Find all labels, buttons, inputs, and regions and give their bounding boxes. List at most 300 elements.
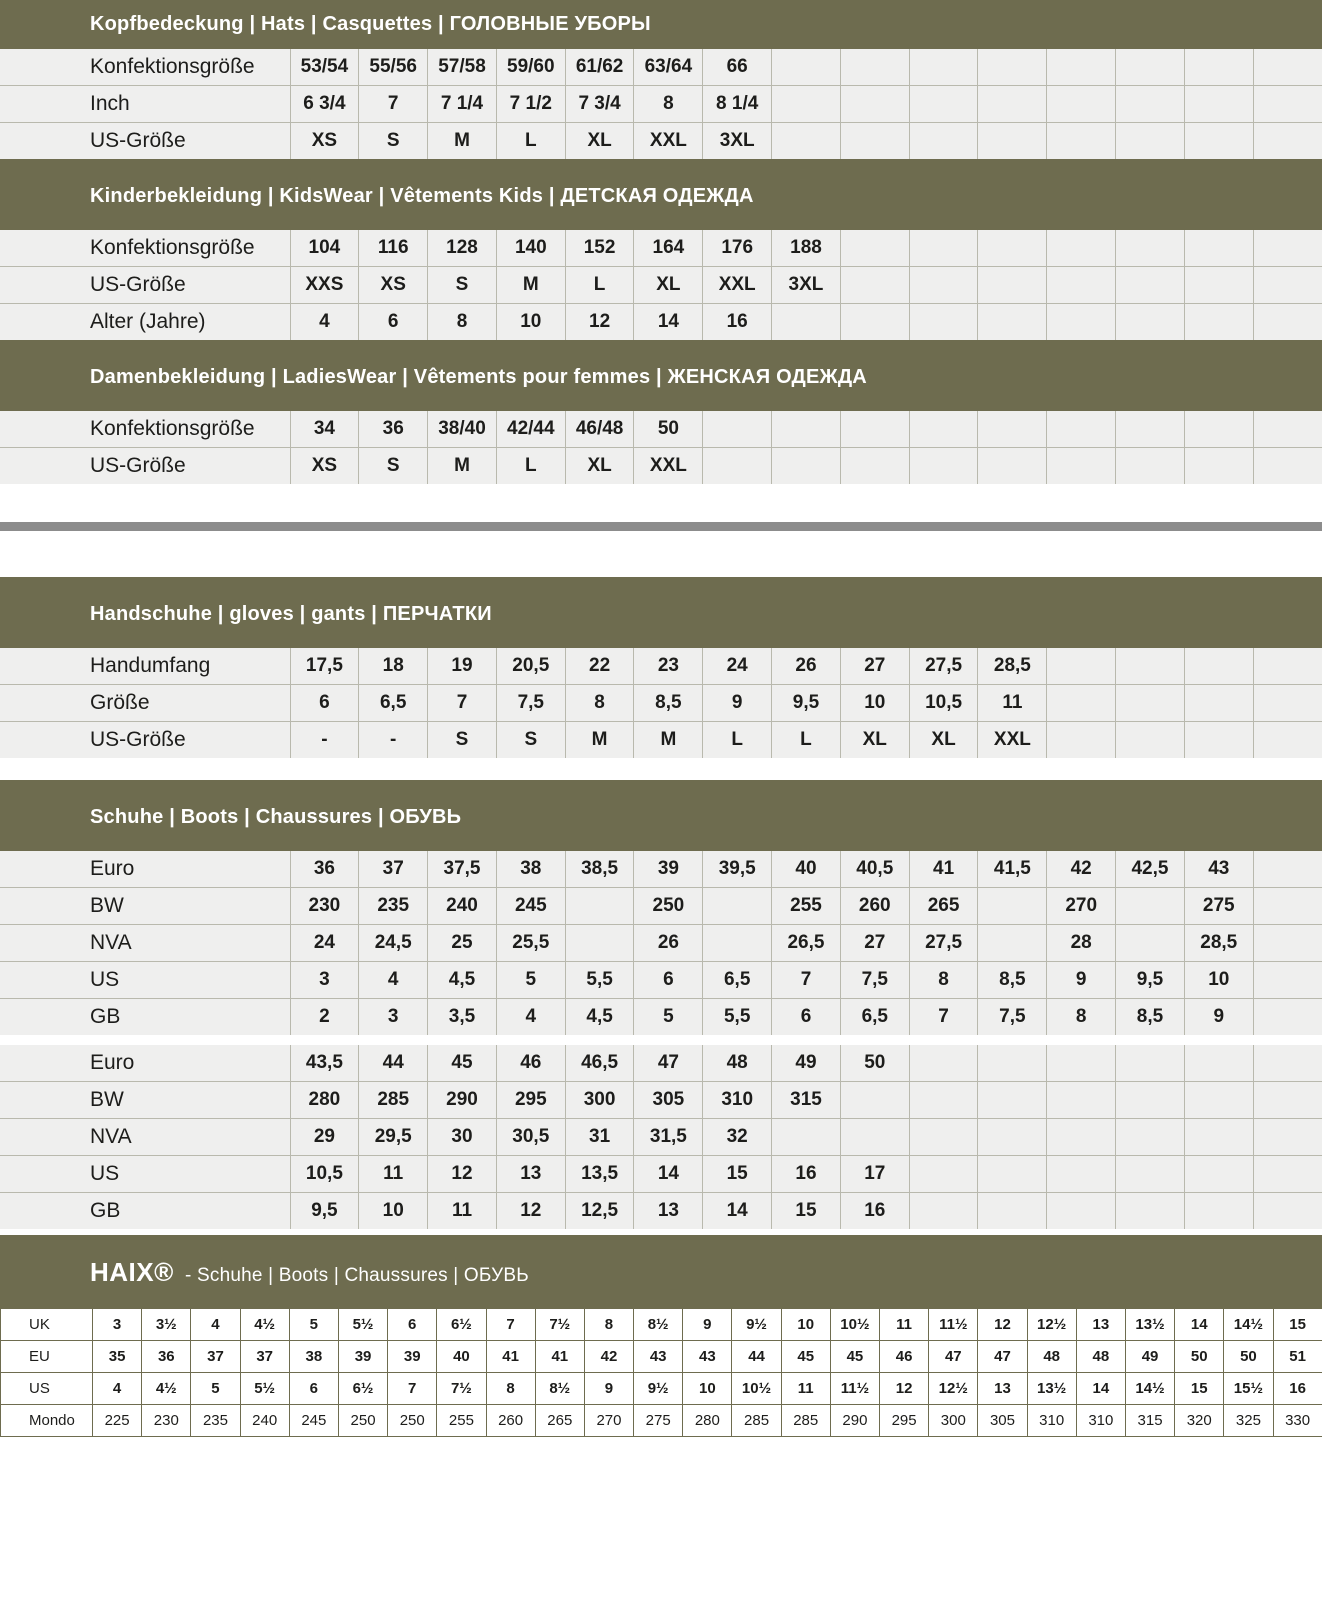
cell-value: 128: [428, 230, 497, 267]
cell-value: 10: [359, 1193, 428, 1230]
cell-value: 28,5: [1184, 925, 1253, 962]
cell-value: 22: [565, 648, 634, 685]
cell-value: 6: [634, 962, 703, 999]
cell-empty: [909, 411, 978, 448]
cell-value: 16: [1273, 1373, 1322, 1405]
section-title-kids: Kinderbekleidung | KidsWear | Vêtements Kids | ДЕТСКАЯ ОДЕЖДА: [90, 185, 754, 207]
cell-value: 265: [909, 888, 978, 925]
cell-value: 9: [584, 1373, 633, 1405]
cell-value: XL: [565, 123, 634, 160]
cell-value: 13: [1076, 1309, 1125, 1341]
cell-empty: [1116, 1045, 1185, 1082]
cell-value: 7 3/4: [565, 86, 634, 123]
cell-value: 6,5: [840, 999, 909, 1036]
row-label: UK: [1, 1309, 93, 1341]
cell-value: 11: [781, 1373, 830, 1405]
table-row: [0, 86, 1322, 123]
cell-empty: [1047, 1045, 1116, 1082]
cell-value: 5: [634, 999, 703, 1036]
cell-empty: [1116, 925, 1185, 962]
cell-value: 20,5: [496, 648, 565, 685]
cell-value: 12: [880, 1373, 929, 1405]
cell-value: 7 1/2: [496, 86, 565, 123]
cell-value: 41: [909, 851, 978, 888]
cell-empty: [840, 267, 909, 304]
cell-value: 6: [388, 1309, 437, 1341]
cell-value: 40: [437, 1341, 486, 1373]
cell-value: M: [496, 267, 565, 304]
cell-empty: [1253, 999, 1322, 1036]
cell-value: 46: [496, 1045, 565, 1082]
cell-empty: [978, 267, 1047, 304]
cell-value: 28,5: [978, 648, 1047, 685]
cell-value: 53/54: [290, 49, 359, 86]
cell-value: 43: [1184, 851, 1253, 888]
spacer: [0, 758, 1322, 780]
cell-empty: [1047, 230, 1116, 267]
cell-empty: [1184, 230, 1253, 267]
cell-value: 9: [703, 685, 772, 722]
cell-value: 25,5: [496, 925, 565, 962]
cell-empty: [840, 230, 909, 267]
cell-value: 14: [634, 304, 703, 341]
cell-value: 7,5: [496, 685, 565, 722]
cell-value: 55/56: [359, 49, 428, 86]
cell-empty: [1116, 304, 1185, 341]
cell-value: 13: [978, 1373, 1027, 1405]
cell-empty: [1184, 411, 1253, 448]
cell-value: 42/44: [496, 411, 565, 448]
cell-value: XS: [359, 267, 428, 304]
cell-value: 25: [428, 925, 497, 962]
cell-value: 16: [840, 1193, 909, 1230]
cell-empty: [909, 448, 978, 485]
cell-value: 37: [359, 851, 428, 888]
cell-value: 9½: [732, 1309, 781, 1341]
table-row: [0, 1082, 1322, 1119]
cell-empty: [1253, 925, 1322, 962]
cell-value: 3: [290, 962, 359, 999]
cell-empty: [772, 86, 841, 123]
cell-value: 27: [840, 925, 909, 962]
cell-value: 5½: [338, 1309, 387, 1341]
cell-value: 38: [289, 1341, 338, 1373]
cell-value: 6: [359, 304, 428, 341]
cell-value: 265: [535, 1405, 584, 1437]
cell-value: 8½: [634, 1309, 683, 1341]
cell-value: 6: [290, 685, 359, 722]
cell-value: 61/62: [565, 49, 634, 86]
cell-empty: [840, 1082, 909, 1119]
cell-value: 225: [93, 1405, 142, 1437]
cell-value: 5: [191, 1373, 240, 1405]
cell-value: 5: [496, 962, 565, 999]
cell-value: 48: [703, 1045, 772, 1082]
cell-value: 9,5: [290, 1193, 359, 1230]
cell-value: 8: [584, 1309, 633, 1341]
cell-empty: [840, 1119, 909, 1156]
cell-empty: [1116, 230, 1185, 267]
cell-empty: [1253, 304, 1322, 341]
cell-empty: [1116, 722, 1185, 759]
cell-value: 38/40: [428, 411, 497, 448]
cell-value: 46,5: [565, 1045, 634, 1082]
cell-value: 41: [486, 1341, 535, 1373]
cell-value: 8½: [535, 1373, 584, 1405]
cell-empty: [1116, 1193, 1185, 1230]
cell-empty: [840, 448, 909, 485]
cell-empty: [840, 304, 909, 341]
cell-value: 285: [781, 1405, 830, 1437]
cell-empty: [772, 448, 841, 485]
cell-value: 12: [428, 1156, 497, 1193]
table-row: [0, 230, 1322, 267]
table-row: [0, 888, 1322, 925]
cell-value: 4½: [240, 1309, 289, 1341]
row-label: GB: [0, 1193, 290, 1230]
cell-value: XXS: [290, 267, 359, 304]
cell-value: 27,5: [909, 925, 978, 962]
cell-empty: [840, 86, 909, 123]
section-header-hats: [0, 0, 1322, 49]
cell-value: M: [634, 722, 703, 759]
cell-empty: [909, 1156, 978, 1193]
table-row: [0, 648, 1322, 685]
cell-empty: [1047, 49, 1116, 86]
table-row: [0, 1156, 1322, 1193]
cell-value: 12,5: [565, 1193, 634, 1230]
cell-value: 3: [359, 999, 428, 1036]
table-row: [0, 851, 1322, 888]
cell-empty: [1047, 1119, 1116, 1156]
row-label: Größe: [0, 685, 290, 722]
cell-value: 2: [290, 999, 359, 1036]
cell-value: 29,5: [359, 1119, 428, 1156]
cell-value: 11½: [830, 1373, 879, 1405]
cell-value: 315: [772, 1082, 841, 1119]
cell-empty: [1253, 411, 1322, 448]
cell-value: 49: [1125, 1341, 1174, 1373]
cell-value: 270: [1047, 888, 1116, 925]
cell-empty: [1253, 888, 1322, 925]
cell-value: 10,5: [909, 685, 978, 722]
row-label: US: [0, 1156, 290, 1193]
cell-empty: [565, 888, 634, 925]
section-header-gloves: [0, 577, 1322, 648]
cell-value: XS: [290, 448, 359, 485]
cell-empty: [772, 304, 841, 341]
cell-value: 7,5: [840, 962, 909, 999]
cell-value: 6: [772, 999, 841, 1036]
cell-value: 34: [290, 411, 359, 448]
cell-empty: [909, 86, 978, 123]
cell-value: 9: [1184, 999, 1253, 1036]
cell-value: L: [565, 267, 634, 304]
cell-value: 51: [1273, 1341, 1322, 1373]
cell-value: 7: [772, 962, 841, 999]
cell-value: 45: [830, 1341, 879, 1373]
table-row: [0, 1119, 1322, 1156]
cell-value: 50: [634, 411, 703, 448]
cell-value: 13: [634, 1193, 703, 1230]
divider-rule: [0, 522, 1322, 531]
cell-empty: [909, 1082, 978, 1119]
cell-value: 14: [1175, 1309, 1224, 1341]
cell-value: 4½: [142, 1373, 191, 1405]
cell-value: 35: [93, 1341, 142, 1373]
cell-value: 50: [1224, 1341, 1273, 1373]
cell-empty: [1253, 230, 1322, 267]
row-label: NVA: [0, 925, 290, 962]
cell-value: 17: [840, 1156, 909, 1193]
cell-value: 11: [880, 1309, 929, 1341]
row-label: EU: [1, 1341, 93, 1373]
cell-empty: [1047, 448, 1116, 485]
cell-value: 116: [359, 230, 428, 267]
cell-value: 7: [428, 685, 497, 722]
cell-empty: [978, 925, 1047, 962]
cell-value: 4: [359, 962, 428, 999]
spacer: [0, 484, 1322, 506]
cell-value: 10½: [732, 1373, 781, 1405]
cell-value: 49: [772, 1045, 841, 1082]
cell-value: 315: [1125, 1405, 1174, 1437]
cell-value: -: [359, 722, 428, 759]
cell-empty: [703, 925, 772, 962]
cell-value: 3XL: [703, 123, 772, 160]
cell-empty: [1047, 1082, 1116, 1119]
cell-value: 63/64: [634, 49, 703, 86]
cell-value: 30: [428, 1119, 497, 1156]
cell-value: 280: [290, 1082, 359, 1119]
cell-value: M: [428, 123, 497, 160]
cell-value: 10: [1184, 962, 1253, 999]
cell-value: 43: [683, 1341, 732, 1373]
cell-value: 240: [240, 1405, 289, 1437]
cell-empty: [840, 123, 909, 160]
cell-value: 48: [1027, 1341, 1076, 1373]
cell-value: 255: [437, 1405, 486, 1437]
cell-value: 14: [1076, 1373, 1125, 1405]
row-label: BW: [0, 888, 290, 925]
table-row: [1, 1309, 1322, 1341]
cell-empty: [1253, 1045, 1322, 1082]
cell-value: 310: [1027, 1405, 1076, 1437]
cell-value: 10: [840, 685, 909, 722]
cell-value: 10: [683, 1373, 732, 1405]
table-haix: [0, 1308, 1322, 1437]
cell-empty: [978, 448, 1047, 485]
cell-empty: [1116, 448, 1185, 485]
cell-value: 43: [634, 1341, 683, 1373]
table-row: [1, 1341, 1322, 1373]
cell-value: 7,5: [978, 999, 1047, 1036]
cell-value: 36: [290, 851, 359, 888]
cell-empty: [1253, 722, 1322, 759]
cell-value: XXL: [703, 267, 772, 304]
cell-value: 11½: [929, 1309, 978, 1341]
table-row: [0, 267, 1322, 304]
cell-empty: [909, 1193, 978, 1230]
cell-value: 16: [772, 1156, 841, 1193]
cell-empty: [1184, 722, 1253, 759]
cell-value: 245: [496, 888, 565, 925]
cell-value: 11: [978, 685, 1047, 722]
cell-value: 7: [486, 1309, 535, 1341]
table-boots-part1: [0, 851, 1322, 1035]
cell-value: 6½: [338, 1373, 387, 1405]
cell-value: 3: [93, 1309, 142, 1341]
cell-value: 320: [1175, 1405, 1224, 1437]
cell-empty: [1253, 1193, 1322, 1230]
cell-value: 10: [781, 1309, 830, 1341]
cell-value: 6: [289, 1373, 338, 1405]
cell-value: 285: [732, 1405, 781, 1437]
cell-value: 19: [428, 648, 497, 685]
row-label: Konfektionsgröße: [0, 49, 290, 86]
cell-value: 12: [978, 1309, 1027, 1341]
cell-value: 14½: [1125, 1373, 1174, 1405]
table-row: [1, 1373, 1322, 1405]
cell-value: 6,5: [359, 685, 428, 722]
cell-value: 3½: [142, 1309, 191, 1341]
cell-empty: [1116, 888, 1185, 925]
cell-value: 8: [909, 962, 978, 999]
cell-empty: [909, 267, 978, 304]
cell-value: 250: [338, 1405, 387, 1437]
cell-value: 7: [388, 1373, 437, 1405]
cell-empty: [1047, 1193, 1116, 1230]
cell-value: 164: [634, 230, 703, 267]
cell-value: 31,5: [634, 1119, 703, 1156]
cell-empty: [1184, 304, 1253, 341]
cell-value: 39: [338, 1341, 387, 1373]
cell-value: 8: [486, 1373, 535, 1405]
section-title-boots: Schuhe | Boots | Chaussures | ОБУВЬ: [90, 806, 462, 828]
table-kids: [0, 230, 1322, 340]
cell-value: 305: [634, 1082, 703, 1119]
cell-value: 41,5: [978, 851, 1047, 888]
cell-value: XL: [909, 722, 978, 759]
cell-empty: [1253, 851, 1322, 888]
cell-empty: [1184, 123, 1253, 160]
cell-empty: [1184, 648, 1253, 685]
cell-value: 230: [142, 1405, 191, 1437]
cell-value: 42: [1047, 851, 1116, 888]
cell-empty: [1047, 86, 1116, 123]
table-row: [0, 411, 1322, 448]
cell-value: 10: [496, 304, 565, 341]
table-row: [0, 1045, 1322, 1082]
cell-value: M: [428, 448, 497, 485]
cell-empty: [978, 1156, 1047, 1193]
cell-value: S: [359, 123, 428, 160]
cell-value: S: [496, 722, 565, 759]
cell-value: 285: [359, 1082, 428, 1119]
cell-empty: [1184, 1119, 1253, 1156]
table-row: [0, 685, 1322, 722]
cell-value: L: [703, 722, 772, 759]
cell-value: 32: [703, 1119, 772, 1156]
cell-empty: [1047, 411, 1116, 448]
cell-empty: [1253, 685, 1322, 722]
row-label: US-Größe: [0, 267, 290, 304]
cell-value: 310: [703, 1082, 772, 1119]
cell-value: 12: [565, 304, 634, 341]
cell-empty: [1184, 448, 1253, 485]
cell-value: 47: [978, 1341, 1027, 1373]
cell-value: 255: [772, 888, 841, 925]
cell-value: 13½: [1125, 1309, 1174, 1341]
cell-value: 15: [703, 1156, 772, 1193]
cell-value: 5: [289, 1309, 338, 1341]
cell-value: 31: [565, 1119, 634, 1156]
cell-value: XL: [840, 722, 909, 759]
cell-value: 44: [359, 1045, 428, 1082]
cell-empty: [1047, 648, 1116, 685]
cell-value: 8 1/4: [703, 86, 772, 123]
row-label: Alter (Jahre): [0, 304, 290, 341]
cell-empty: [1184, 267, 1253, 304]
cell-value: 47: [634, 1045, 703, 1082]
section-title-hats: Kopfbedeckung | Hats | Casquettes | ГОЛОВНЫЕ УБОРЫ: [90, 13, 651, 35]
cell-value: 9: [1047, 962, 1116, 999]
cell-empty: [1253, 1156, 1322, 1193]
cell-value: 42,5: [1116, 851, 1185, 888]
cell-value: 14: [634, 1156, 703, 1193]
cell-value: 275: [1184, 888, 1253, 925]
cell-empty: [978, 1119, 1047, 1156]
cell-value: 26,5: [772, 925, 841, 962]
cell-value: 36: [359, 411, 428, 448]
cell-value: 50: [1175, 1341, 1224, 1373]
row-label: Mondo: [1, 1405, 93, 1437]
cell-value: 7: [359, 86, 428, 123]
cell-empty: [909, 1045, 978, 1082]
cell-empty: [978, 1082, 1047, 1119]
cell-empty: [1184, 1193, 1253, 1230]
cell-value: 27,5: [909, 648, 978, 685]
cell-value: 325: [1224, 1405, 1273, 1437]
cell-value: 8: [634, 86, 703, 123]
cell-value: 46/48: [565, 411, 634, 448]
cell-value: 176: [703, 230, 772, 267]
cell-value: 14½: [1224, 1309, 1273, 1341]
cell-empty: [840, 411, 909, 448]
cell-empty: [840, 49, 909, 86]
row-label: US-Größe: [0, 448, 290, 485]
section-header-haix: [0, 1235, 1322, 1308]
cell-value: 39: [388, 1341, 437, 1373]
cell-value: XXL: [634, 448, 703, 485]
cell-empty: [1047, 1156, 1116, 1193]
cell-value: 8,5: [1116, 999, 1185, 1036]
table-ladies: [0, 411, 1322, 484]
row-label: GB: [0, 999, 290, 1036]
cell-value: 36: [142, 1341, 191, 1373]
cell-empty: [978, 1193, 1047, 1230]
cell-value: -: [290, 722, 359, 759]
section-title-gloves: Handschuhe | gloves | gants | ПЕРЧАТКИ: [90, 603, 492, 625]
cell-value: XXL: [634, 123, 703, 160]
cell-value: 11: [428, 1193, 497, 1230]
cell-empty: [1116, 49, 1185, 86]
cell-value: 9,5: [772, 685, 841, 722]
row-label: Inch: [0, 86, 290, 123]
cell-value: 4,5: [428, 962, 497, 999]
cell-value: 9: [683, 1309, 732, 1341]
cell-empty: [909, 304, 978, 341]
